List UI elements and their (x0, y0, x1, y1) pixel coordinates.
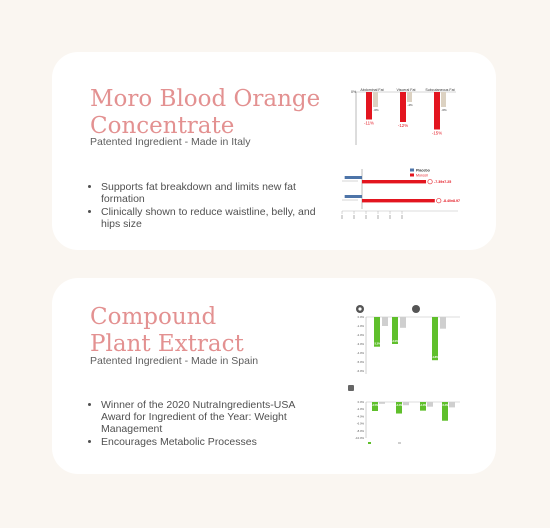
plant-bottom-y-tick: -8.0% (356, 428, 364, 433)
moro-h-tick-mark (341, 215, 343, 219)
moro-title-line2: Concentrate (90, 113, 235, 139)
legend-label-morosil: Morosil (416, 173, 428, 178)
plant-top-bar-gray (382, 317, 388, 326)
moro-title (90, 86, 320, 140)
plant-top-y-tick: -1.0% (356, 324, 364, 328)
moro-bullet-list (92, 181, 325, 231)
moro-hbars (342, 176, 460, 203)
moro-value-label: -15% (431, 130, 443, 136)
plant-bottom-value-label: -3.2% (395, 404, 403, 407)
plant-title-line2: Plant Extract (90, 331, 244, 357)
moro-category-label: Abdominal Fat (360, 88, 384, 92)
plant-bottom-bar-gray (403, 402, 409, 405)
plant-top-bar-green (432, 317, 438, 360)
moro-y-tick-label: 0% (351, 90, 357, 94)
plant-bottom-value-label: -5.2% (441, 404, 449, 407)
plant-subtitle: Patented Ingredient - Made in Spain (90, 355, 259, 367)
moro-waist-bar-chart (338, 167, 462, 223)
scale-icon (412, 305, 420, 313)
moro-hbar-value-label: -8.40±8.97 (442, 199, 460, 203)
moro-h-tick-mark (401, 215, 403, 219)
plant-bottom-y-ticks (355, 400, 364, 440)
plant-top-y-tick: -6.0% (356, 369, 364, 373)
moro-bar-treatment (434, 92, 440, 130)
plant-top-value-label: -3.0% (391, 340, 399, 343)
plant-card (52, 278, 496, 474)
plant-bottom-bars (372, 402, 455, 421)
plant-bottom-y-tick: -4.0% (356, 414, 364, 419)
moro-bar-treatment (366, 92, 372, 120)
plant-top-y-ticks (357, 315, 365, 373)
plant-bottom-value-label: -2.4% (419, 404, 427, 407)
plant-title-line1: Compound (90, 304, 217, 330)
moro-category-label: Subcutaneous Fat (425, 88, 455, 92)
plant-top-value-label: -4.8% (431, 356, 439, 360)
moro-marker-icon (428, 180, 432, 184)
moro-subtitle: Patented Ingredient - Made in Italy (90, 136, 251, 148)
moro-secondary-label: -6% (441, 108, 447, 112)
moro-value-label: -11% (364, 120, 374, 126)
plant-top-bars (374, 317, 446, 360)
plant-top-value-label: -3.3% (373, 342, 381, 346)
legend-label-placebo: Placebo (416, 168, 430, 173)
moro-hbar-value-label: -7.39±7.25 (434, 180, 452, 184)
moro-secondary-label: -6% (373, 108, 379, 112)
moro-bars (360, 88, 454, 136)
legend-swatch-gray (398, 442, 401, 444)
moro-value-label: -12% (397, 123, 409, 128)
gear-icon-center (358, 307, 361, 310)
plant-bottom-bar-gray (379, 402, 385, 404)
moro-h-ticks (341, 211, 403, 219)
plant-title (90, 304, 244, 358)
moro-marker-icon (437, 199, 441, 203)
plant-bullet: • Encourages Metabolic Processes (101, 436, 325, 448)
plant-bottom-bar-gray (427, 402, 433, 407)
moro-hbar-morosil (362, 180, 426, 183)
moro-h-tick-mark (389, 215, 391, 219)
plant-bullet: • Winner of the 2020 NutraIngredients-USA Award for Ingredient of the Year: Weight Management (101, 399, 325, 435)
legend-swatch-green (368, 442, 371, 444)
moro-bar-treatment (400, 92, 406, 122)
moro-bullet: • Supports fat breakdown and limits new fat formation (101, 181, 325, 205)
legend-swatch-morosil (410, 174, 414, 177)
plant-body-bar-chart (346, 384, 464, 446)
moro-h-tick-mark (377, 215, 379, 219)
moro-bar-placebo (407, 92, 412, 102)
plant-bottom-bar-gray (449, 402, 455, 407)
moro-h-tick-mark (365, 215, 367, 219)
plant-bottom-y-tick: -2.0% (356, 407, 364, 412)
plant-bottom-value-label: -2.5% (371, 404, 379, 407)
moro-hbar-placebo (345, 176, 362, 179)
ruler-icon (348, 385, 354, 391)
moro-hbar-morosil (362, 199, 435, 202)
plant-bottom-y-tick: -6.0% (356, 421, 364, 426)
plant-top-bar-gray (440, 317, 446, 329)
moro-secondary-label: -4% (407, 103, 413, 107)
moro-bar-placebo (373, 92, 378, 107)
plant-top-y-tick: -4.0% (356, 351, 364, 355)
moro-fat-bar-chart (342, 87, 460, 157)
moro-category-label: Visceral Fat (396, 88, 416, 92)
moro-bullet: • Clinically shown to reduce waistline, belly, and hips size (101, 206, 325, 230)
plant-top-y-tick: -3.0% (356, 342, 364, 346)
plant-bottom-y-tick: -10.0% (355, 436, 364, 440)
plant-bottom-y-tick: 0.0% (357, 400, 364, 404)
moro-card (52, 52, 496, 250)
plant-top-bar-gray (400, 317, 406, 328)
plant-top-y-tick: -2.0% (356, 333, 364, 337)
plant-bullet-list (92, 399, 325, 449)
moro-h-tick-mark (353, 215, 355, 219)
plant-top-y-tick: -5.0% (356, 360, 364, 364)
moro-title-line1: Moro Blood Orange (90, 86, 321, 112)
plant-metabolic-bar-chart (352, 302, 464, 380)
legend-swatch-placebo (410, 169, 414, 172)
plant-top-y-tick: 0.0% (357, 315, 364, 319)
moro-bar-placebo (441, 92, 446, 107)
moro-hbar-placebo (345, 195, 362, 198)
